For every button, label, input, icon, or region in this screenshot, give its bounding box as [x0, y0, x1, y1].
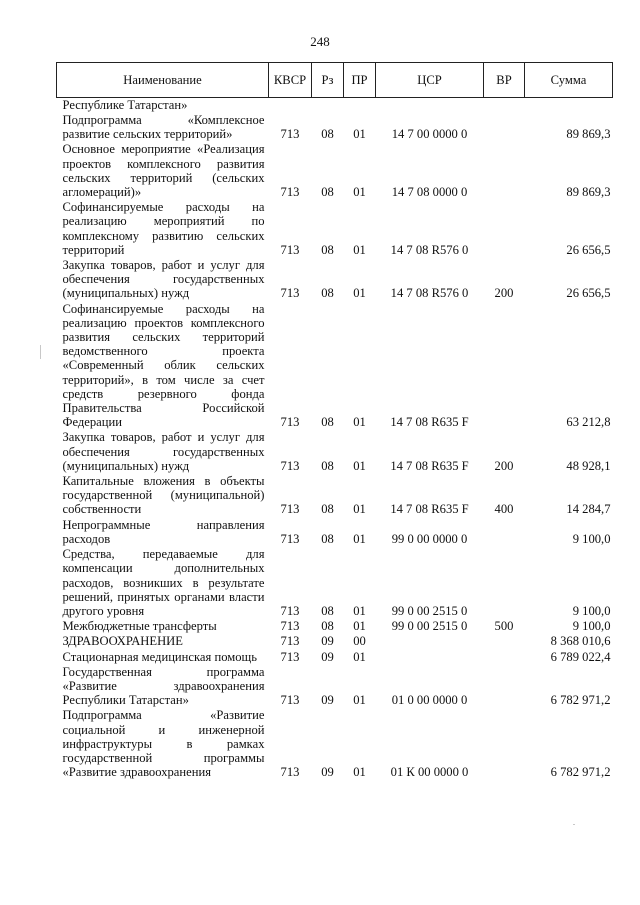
row-vr-cell [484, 547, 525, 619]
row-kvsr-cell: 713 [280, 693, 300, 708]
column-header-pr: ПР [344, 63, 376, 98]
table-header [57, 63, 613, 98]
row-rz-cell: 09 [321, 634, 334, 649]
row-pr-cell: 01 [353, 185, 366, 200]
row-vr-cell: 200 [494, 286, 514, 301]
row-rz-cell: 08 [321, 242, 334, 257]
table-row [57, 518, 613, 547]
column-header-vr: ВР [484, 63, 525, 98]
row-name-cell: Софинансируемые расходы на реализацию мероприятий по комплексному развитию сельских территорий [62, 200, 265, 257]
row-csr-cell: 99 0 00 0000 0 [391, 531, 468, 546]
row-name-cell: ЗДРАВООХРАНЕНИЕ [62, 634, 183, 649]
row-csr-cell: 14 7 00 0000 0 [391, 127, 468, 142]
row-kvsr-cell: 713 [280, 619, 300, 634]
table-row [57, 665, 613, 709]
row-vr-cell: 500 [494, 619, 514, 634]
row-pr-cell: 01 [353, 415, 366, 430]
row-vr-cell [484, 708, 525, 780]
table-row [57, 650, 613, 665]
table-row [57, 619, 613, 634]
row-name-cell: Непрограммные направления расходов [62, 517, 265, 546]
row-name-cell: Средства, передаваемые для компенсации дополнительных расходов, возникших в результате решений, принятых органами власти другого уровня [62, 547, 265, 618]
row-csr-cell: 99 0 00 2515 0 [391, 619, 468, 634]
row-rz-cell: 08 [321, 502, 334, 517]
row-vr-cell: 200 [494, 458, 514, 473]
row-sum-cell: 89 869,3 [566, 185, 611, 200]
row-sum-cell: 48 928,1 [566, 458, 611, 473]
row-pr-cell: 01 [353, 531, 366, 546]
table-row [57, 142, 613, 200]
row-sum-cell: 9 100,0 [572, 603, 611, 618]
row-csr-cell [376, 634, 484, 649]
row-name-cell: Закупка товаров, работ и услуг для обеспечения государственных (муниципальных) нужд [62, 258, 265, 301]
row-vr-cell [484, 113, 525, 142]
row-csr-cell: 14 7 08 R635 F [390, 415, 469, 430]
row-rz-cell: 08 [321, 531, 334, 546]
row-csr-cell: 14 7 08 R576 0 [390, 242, 469, 257]
row-pr-cell: 01 [353, 603, 366, 618]
row-vr-cell [484, 665, 525, 709]
row-sum-cell: 14 284,7 [566, 502, 611, 517]
row-sum-cell: 6 782 971,2 [550, 693, 611, 708]
row-pr-cell: 00 [353, 634, 366, 649]
row-sum-cell: 6 782 971,2 [550, 765, 611, 780]
row-kvsr-cell: 713 [280, 185, 300, 200]
row-csr-cell [376, 98, 484, 114]
row-rz-cell: 08 [321, 619, 334, 634]
row-name-cell: Стационарная медицинская помощь [62, 649, 257, 664]
row-rz-cell: 08 [321, 185, 334, 200]
row-kvsr-cell: 713 [280, 415, 300, 430]
row-pr-cell: 01 [353, 127, 366, 142]
row-kvsr-cell: 713 [280, 765, 300, 780]
row-sum-cell: 9 100,0 [572, 531, 611, 546]
column-header-csr: ЦСР [376, 63, 484, 98]
row-vr-cell [484, 200, 525, 258]
budget-table [56, 62, 613, 780]
table-row [57, 430, 613, 474]
row-sum-cell: 89 869,3 [566, 127, 611, 142]
row-sum-cell: 8 368 010,6 [550, 634, 611, 649]
scan-mark [40, 345, 41, 359]
row-kvsr-cell: 713 [280, 127, 300, 142]
row-vr-cell: 400 [494, 502, 514, 517]
row-rz-cell: 08 [321, 127, 334, 142]
row-name-cell: Закупка товаров, работ и услуг для обеспечения государственных (муниципальных) нужд [62, 430, 265, 473]
row-csr-cell: 14 7 08 R635 F [390, 458, 469, 473]
row-kvsr-cell [269, 98, 312, 114]
row-name-cell: Софинансируемые расходы на реализацию проектов комплексного развития сельских территорий ведомственного проекта «Современный облик сельских территорий», в том числе за счет средств резервного фонда Правительства Российской Федерации [62, 301, 265, 430]
row-pr-cell: 01 [353, 502, 366, 517]
row-csr-cell: 14 7 08 R576 0 [390, 286, 469, 301]
row-pr-cell: 01 [353, 458, 366, 473]
row-csr-cell [376, 650, 484, 665]
table-row [57, 302, 613, 431]
row-kvsr-cell: 713 [280, 603, 300, 618]
table-row [57, 113, 613, 142]
table-row [57, 547, 613, 619]
row-rz-cell: 08 [321, 415, 334, 430]
table-row [57, 634, 613, 649]
row-pr-cell: 01 [353, 765, 366, 780]
row-pr-cell: 01 [353, 619, 366, 634]
table-row [57, 708, 613, 780]
row-kvsr-cell: 713 [280, 649, 300, 664]
row-rz-cell [312, 98, 344, 114]
row-csr-cell: 01 0 00 0000 0 [391, 693, 468, 708]
row-rz-cell: 09 [321, 765, 334, 780]
row-vr-cell [484, 302, 525, 431]
row-csr-cell: 01 К 00 0000 0 [390, 765, 469, 780]
column-header-sum: Сумма [525, 63, 613, 98]
row-pr-cell: 01 [353, 242, 366, 257]
row-kvsr-cell: 713 [280, 531, 300, 546]
row-rz-cell: 08 [321, 458, 334, 473]
row-rz-cell: 09 [321, 693, 334, 708]
column-header-rz: Рз [312, 63, 344, 98]
row-pr-cell: 01 [353, 693, 366, 708]
row-sum-cell: 63 212,8 [566, 415, 611, 430]
row-vr-cell [484, 518, 525, 547]
page-number: 248 [310, 34, 330, 49]
table-body [57, 98, 613, 781]
row-pr-cell [344, 98, 376, 114]
row-sum-cell: 6 789 022,4 [550, 649, 611, 664]
row-name-cell: Подпрограмма «Развитие социальной и инженерной инфраструктуры в рамках государственной программы «Развитие здравоохранения [62, 708, 265, 780]
row-name-cell: Межбюджетные трансферты [62, 619, 217, 634]
row-sum-cell [525, 98, 613, 114]
row-rz-cell: 08 [321, 603, 334, 618]
row-vr-cell [484, 142, 525, 200]
row-kvsr-cell: 713 [280, 286, 300, 301]
row-kvsr-cell: 713 [280, 502, 300, 517]
table-row [57, 258, 613, 302]
row-vr-cell [484, 650, 525, 665]
row-pr-cell: 01 [353, 649, 366, 664]
row-sum-cell: 9 100,0 [572, 619, 611, 634]
row-kvsr-cell: 713 [280, 458, 300, 473]
column-header-kvsr: КВСР [269, 63, 312, 98]
row-sum-cell: 26 656,5 [566, 286, 611, 301]
row-vr-cell [484, 98, 525, 114]
scan-mark [573, 824, 575, 825]
table-row [57, 200, 613, 258]
row-name-cell: Основное мероприятие «Реализация проектов комплексного развития сельских территорий (сельских агломераций)» [62, 142, 265, 200]
row-rz-cell: 09 [321, 649, 334, 664]
row-rz-cell: 08 [321, 286, 334, 301]
row-name-cell: Государственная программа «Развитие здравоохранения Республики Татарстан» [62, 664, 265, 708]
row-name-cell: Капитальные вложения в объекты государственной (муниципальной) собственности [62, 474, 265, 517]
row-csr-cell: 14 7 08 R635 F [390, 502, 469, 517]
row-csr-cell: 99 0 00 2515 0 [391, 603, 468, 618]
row-csr-cell: 14 7 08 0000 0 [391, 185, 468, 200]
row-vr-cell [484, 634, 525, 649]
row-pr-cell: 01 [353, 286, 366, 301]
row-sum-cell: 26 656,5 [566, 242, 611, 257]
row-kvsr-cell: 713 [280, 634, 300, 649]
column-header-name: Наименование [57, 63, 269, 98]
row-name-cell: Подпрограмма «Комплексное развитие сельских территорий» [62, 113, 265, 142]
row-name-cell: Республике Татарстан» [62, 98, 188, 112]
table-row [57, 98, 613, 114]
table-row [57, 474, 613, 518]
row-kvsr-cell: 713 [280, 242, 300, 257]
